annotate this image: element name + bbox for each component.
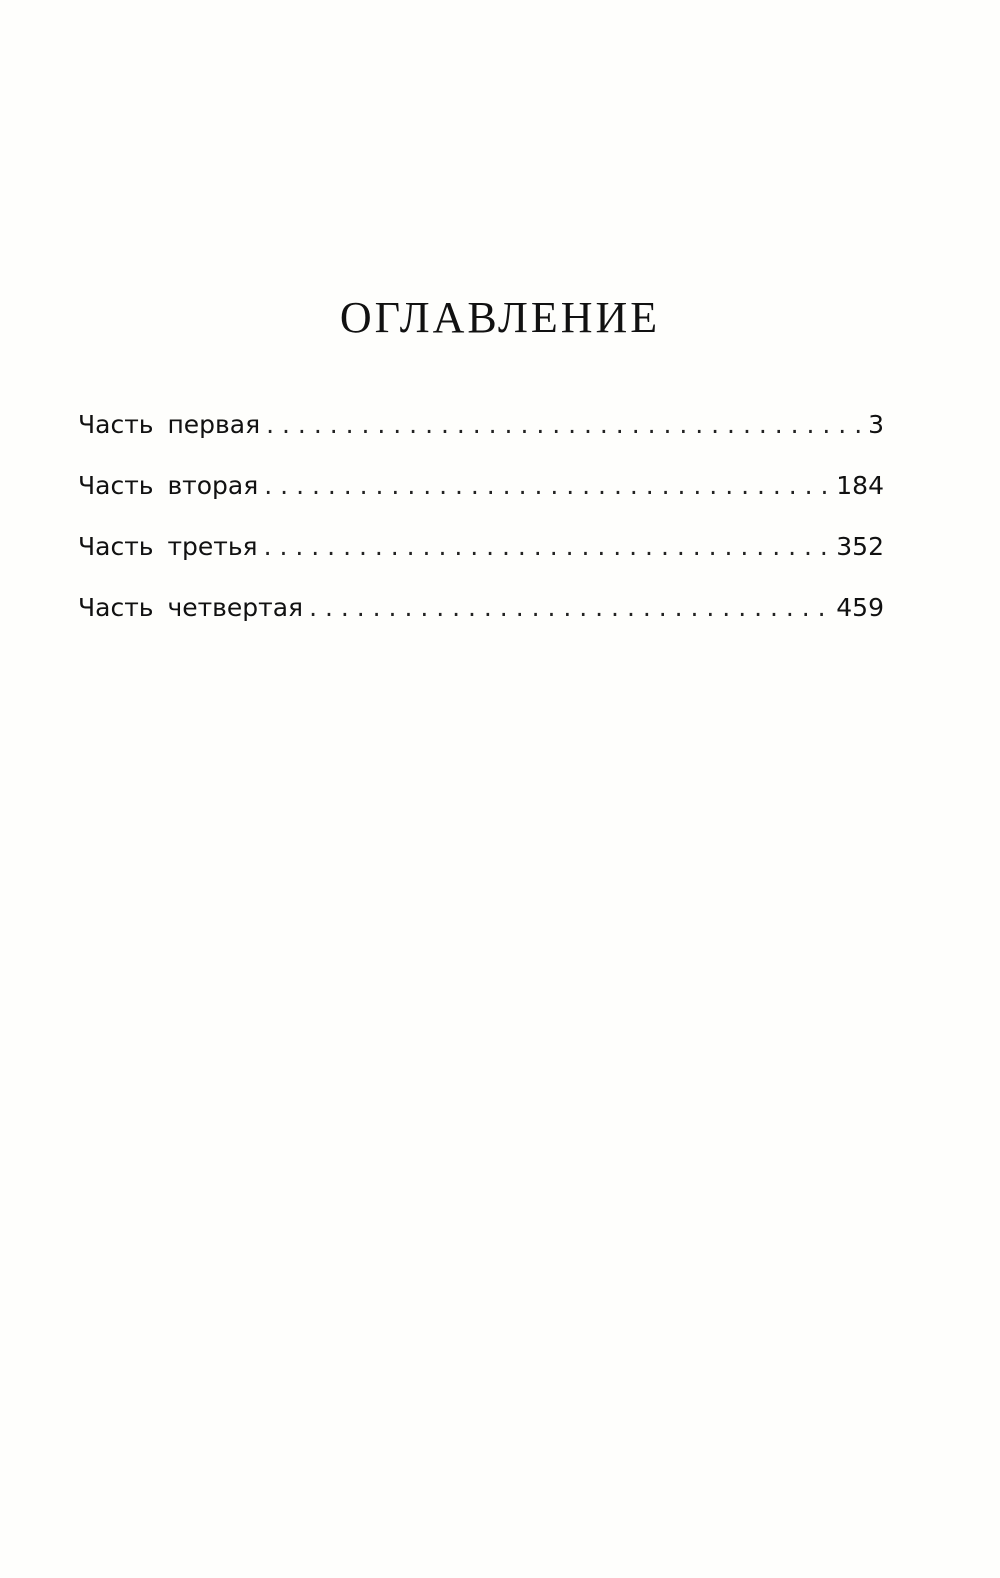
toc-entry-label: Часть четвертая — [78, 593, 304, 622]
toc-entry-part-3 — [78, 532, 884, 593]
dot-leader — [264, 471, 834, 500]
toc-entry-part-4 — [78, 593, 884, 654]
toc-entry-part-1 — [78, 410, 884, 471]
table-of-contents — [78, 410, 884, 654]
toc-page-number: 459 — [836, 593, 884, 622]
toc-entry-label: Часть вторая — [78, 471, 259, 500]
dot-leader — [309, 593, 834, 622]
toc-page-number: 184 — [836, 471, 884, 500]
toc-page-number: 352 — [836, 532, 884, 561]
dot-leader — [264, 532, 835, 561]
toc-entry-label: Часть третья — [78, 532, 258, 561]
toc-page-number: 3 — [868, 410, 884, 439]
page-title: ОГЛАВЛЕНИЕ — [339, 293, 661, 342]
toc-entry-label: Часть первая — [78, 410, 261, 439]
toc-entry-part-2 — [78, 471, 884, 532]
dot-leader — [266, 410, 866, 439]
